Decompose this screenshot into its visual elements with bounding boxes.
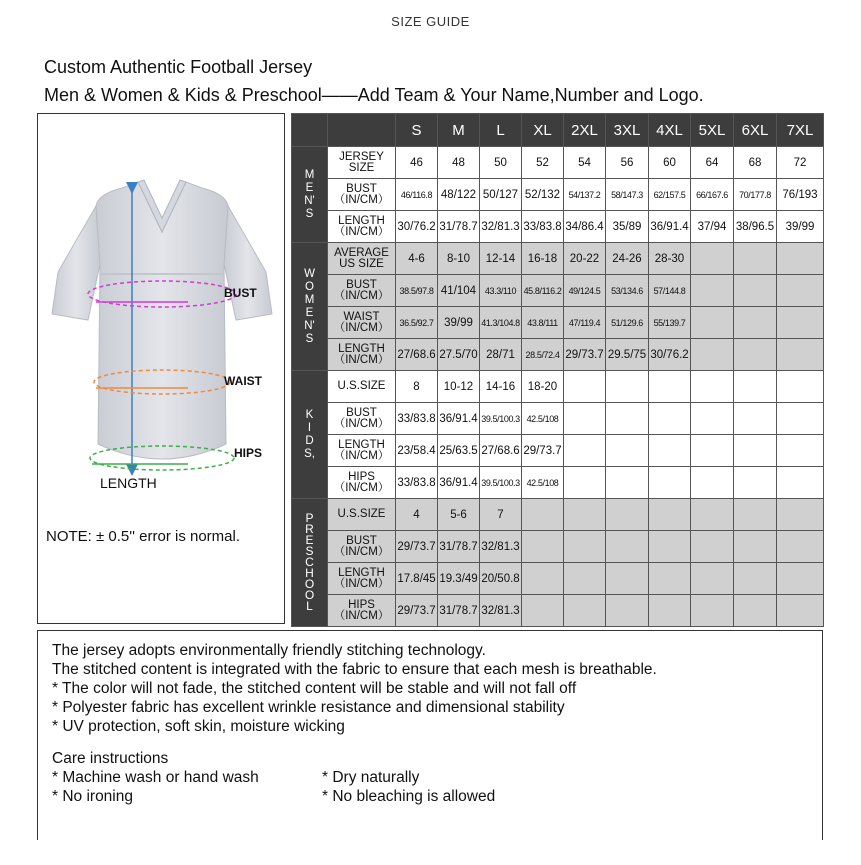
- size-cell: 31/78.7: [438, 595, 480, 627]
- table-row: [292, 339, 824, 371]
- size-cell: 8: [396, 371, 438, 403]
- right-sleeve: [224, 206, 272, 320]
- size-cell: 31/78.7: [438, 531, 480, 563]
- size-cell: [691, 403, 734, 435]
- feature-line: The jersey adopts environmentally friendly stitching technology.: [52, 642, 486, 659]
- size-header-l: L: [480, 114, 522, 147]
- size-cell: [606, 563, 649, 595]
- size-cell: [522, 595, 564, 627]
- size-cell: 27/68.6: [480, 435, 522, 467]
- description-panel: [37, 630, 823, 840]
- size-cell: [522, 563, 564, 595]
- size-cell: 50/127: [480, 179, 522, 211]
- row-label: U.S.SIZE: [328, 499, 396, 531]
- size-chart-table: [291, 113, 824, 627]
- size-cell: 16-18: [522, 243, 564, 275]
- size-cell: 53/134.6: [606, 275, 649, 307]
- features-list: [52, 641, 657, 736]
- size-cell: [564, 403, 606, 435]
- jersey-illustration: [38, 114, 284, 494]
- size-cell: [734, 403, 777, 435]
- feature-line: * Polyester fabric has excellent wrinkle resistance and dimensional stability: [52, 699, 565, 716]
- error-note: NOTE: ± 0.5'' error is normal.: [46, 528, 241, 545]
- size-header-m: M: [438, 114, 480, 147]
- size-cell: [734, 467, 777, 499]
- size-cell: [777, 435, 824, 467]
- feature-line: * The color will not fade, the stitched content will be stable and will not fall off: [52, 680, 577, 697]
- table-row: [292, 147, 824, 179]
- row-label: LENGTH （IN/CM）: [328, 563, 396, 595]
- size-cell: 5-6: [438, 499, 480, 531]
- size-header-xl: XL: [522, 114, 564, 147]
- group-label: P R E S C H O O L: [292, 499, 328, 627]
- size-cell: 36/91.4: [649, 211, 691, 243]
- size-header-4xl: 4XL: [649, 114, 691, 147]
- group-label: M E N' S: [292, 147, 328, 243]
- header-corner: [292, 114, 328, 147]
- size-cell: [777, 563, 824, 595]
- size-cell: 31/78.7: [438, 211, 480, 243]
- size-cell: 29/73.7: [396, 531, 438, 563]
- size-header-3xl: 3XL: [606, 114, 649, 147]
- size-cell: 29/73.7: [396, 595, 438, 627]
- size-cell: [734, 371, 777, 403]
- size-cell: 20/50.8: [480, 563, 522, 595]
- size-cell: [564, 435, 606, 467]
- size-cell: 30/76.2: [649, 339, 691, 371]
- size-cell: [691, 371, 734, 403]
- size-cell: [777, 339, 824, 371]
- care-instructions: [52, 749, 622, 806]
- size-cell: [522, 499, 564, 531]
- size-cell: 18-20: [522, 371, 564, 403]
- size-cell: 55/139.7: [649, 307, 691, 339]
- size-cell: 27/68.6: [396, 339, 438, 371]
- size-cell: [649, 435, 691, 467]
- size-cell: 39/99: [438, 307, 480, 339]
- size-cell: [606, 499, 649, 531]
- size-cell: 25/63.5: [438, 435, 480, 467]
- size-cell: 48/122: [438, 179, 480, 211]
- size-cell: 72: [777, 147, 824, 179]
- size-cell: [734, 531, 777, 563]
- size-cell: [606, 531, 649, 563]
- size-cell: [649, 371, 691, 403]
- left-sleeve: [52, 206, 100, 320]
- size-cell: [606, 595, 649, 627]
- size-cell: [691, 243, 734, 275]
- care-title: Care instructions: [52, 750, 169, 767]
- size-cell: [564, 371, 606, 403]
- size-cell: [564, 531, 606, 563]
- row-label: HIPS （IN/CM）: [328, 467, 396, 499]
- table-row: [292, 435, 824, 467]
- size-cell: [734, 275, 777, 307]
- size-cell: [606, 371, 649, 403]
- size-cell: 36/91.4: [438, 403, 480, 435]
- size-cell: 17.8/45: [396, 563, 438, 595]
- size-cell: [691, 307, 734, 339]
- size-cell: 64: [691, 147, 734, 179]
- size-cell: 28-30: [649, 243, 691, 275]
- size-cell: 45.8/116.2: [522, 275, 564, 307]
- size-cell: 39.5/100.3: [480, 467, 522, 499]
- table-row: [292, 531, 824, 563]
- group-label: K I D S,: [292, 371, 328, 499]
- size-cell: [649, 467, 691, 499]
- row-label: BUST （IN/CM）: [328, 403, 396, 435]
- size-cell: 49/124.5: [564, 275, 606, 307]
- row-label: LENGTH （IN/CM）: [328, 339, 396, 371]
- care-item: * No bleaching is allowed: [322, 788, 496, 805]
- row-label: WAIST （IN/CM）: [328, 307, 396, 339]
- size-cell: [564, 595, 606, 627]
- row-label: U.S.SIZE: [328, 371, 396, 403]
- size-cell: [777, 467, 824, 499]
- table-row: [292, 307, 824, 339]
- size-cell: [564, 467, 606, 499]
- size-cell: [777, 499, 824, 531]
- size-cell: [691, 531, 734, 563]
- size-cell: 56: [606, 147, 649, 179]
- size-cell: 70/177.8: [734, 179, 777, 211]
- size-cell: 41.3/104.8: [480, 307, 522, 339]
- size-cell: [564, 499, 606, 531]
- size-cell: 66/167.6: [691, 179, 734, 211]
- size-header-6xl: 6XL: [734, 114, 777, 147]
- size-cell: 4-6: [396, 243, 438, 275]
- row-label: AVERAGE US SIZE: [328, 243, 396, 275]
- size-cell: [691, 435, 734, 467]
- size-cell: 33/83.8: [396, 403, 438, 435]
- size-cell: 39.5/100.3: [480, 403, 522, 435]
- size-cell: [777, 371, 824, 403]
- size-cell: [777, 307, 824, 339]
- size-cell: 54: [564, 147, 606, 179]
- size-cell: [564, 563, 606, 595]
- size-cell: [777, 403, 824, 435]
- hips-label: HIPS: [234, 446, 263, 460]
- table-row: [292, 243, 824, 275]
- table-row: [292, 179, 824, 211]
- size-cell: [734, 499, 777, 531]
- table-row: [292, 211, 824, 243]
- size-cell: [734, 595, 777, 627]
- size-cell: 48: [438, 147, 480, 179]
- size-cell: 23/58.4: [396, 435, 438, 467]
- size-cell: 32/81.3: [480, 211, 522, 243]
- size-cell: 43.3/110: [480, 275, 522, 307]
- size-cell: 38/96.5: [734, 211, 777, 243]
- size-cell: 39/99: [777, 211, 824, 243]
- size-cell: 52/132: [522, 179, 564, 211]
- feature-line: The stitched content is integrated with the fabric to ensure that each mesh is breathable.: [52, 661, 657, 678]
- size-cell: 19.3/49: [438, 563, 480, 595]
- size-cell: 46: [396, 147, 438, 179]
- size-cell: 62/157.5: [649, 179, 691, 211]
- size-cell: 29/73.7: [522, 435, 564, 467]
- table-row: [292, 275, 824, 307]
- size-cell: 46/116.8: [396, 179, 438, 211]
- row-label: HIPS （IN/CM）: [328, 595, 396, 627]
- size-cell: [777, 595, 824, 627]
- size-cell: [691, 499, 734, 531]
- size-cell: [691, 467, 734, 499]
- size-cell: [734, 339, 777, 371]
- size-cell: 28.5/72.4: [522, 339, 564, 371]
- row-label: JERSEY SIZE: [328, 147, 396, 179]
- size-cell: 7: [480, 499, 522, 531]
- row-label: BUST （IN/CM）: [328, 531, 396, 563]
- size-cell: 68: [734, 147, 777, 179]
- size-cell: 36/91.4: [438, 467, 480, 499]
- size-cell: [606, 435, 649, 467]
- size-cell: 54/137.2: [564, 179, 606, 211]
- size-cell: 29.5/75: [606, 339, 649, 371]
- bust-label: BUST: [224, 286, 257, 300]
- jersey-diagram-panel: [37, 113, 285, 624]
- size-cell: [777, 275, 824, 307]
- size-cell: [649, 403, 691, 435]
- table-row: [292, 467, 824, 499]
- table-row: [292, 499, 824, 531]
- size-cell: [691, 563, 734, 595]
- row-label: LENGTH （IN/CM）: [328, 211, 396, 243]
- size-header-5xl: 5XL: [691, 114, 734, 147]
- size-cell: 42.5/108: [522, 467, 564, 499]
- size-cell: [606, 403, 649, 435]
- row-label: BUST （IN/CM）: [328, 275, 396, 307]
- size-cell: 32/81.3: [480, 531, 522, 563]
- size-cell: 50: [480, 147, 522, 179]
- size-cell: [649, 595, 691, 627]
- table-row: [292, 403, 824, 435]
- size-cell: [649, 563, 691, 595]
- size-cell: 4: [396, 499, 438, 531]
- size-cell: 47/119.4: [564, 307, 606, 339]
- size-cell: 57/144.8: [649, 275, 691, 307]
- feature-line: * UV protection, soft skin, moisture wicking: [52, 718, 345, 735]
- size-cell: 20-22: [564, 243, 606, 275]
- size-cell: 32/81.3: [480, 595, 522, 627]
- title-line-2: Men & Women & Kids & Preschool——Add Team & Your Name,Number and Logo.: [44, 85, 704, 105]
- size-cell: 30/76.2: [396, 211, 438, 243]
- size-cell: 27.5/70: [438, 339, 480, 371]
- group-label: W O M E N' S: [292, 243, 328, 371]
- row-label: LENGTH （IN/CM）: [328, 435, 396, 467]
- size-header-row: [292, 114, 824, 147]
- size-cell: [649, 499, 691, 531]
- size-cell: [734, 435, 777, 467]
- size-cell: [777, 243, 824, 275]
- size-cell: 52: [522, 147, 564, 179]
- size-cell: [734, 307, 777, 339]
- size-cell: 12-14: [480, 243, 522, 275]
- table-row: [292, 595, 824, 627]
- size-cell: 51/129.6: [606, 307, 649, 339]
- size-cell: 76/193: [777, 179, 824, 211]
- size-header-s: S: [396, 114, 438, 147]
- length-label: LENGTH: [100, 475, 157, 491]
- size-cell: [522, 531, 564, 563]
- size-cell: 28/71: [480, 339, 522, 371]
- size-cell: [691, 595, 734, 627]
- table-row: [292, 371, 824, 403]
- row-label: BUST （IN/CM）: [328, 179, 396, 211]
- size-cell: 37/94: [691, 211, 734, 243]
- size-cell: [606, 467, 649, 499]
- table-row: [292, 563, 824, 595]
- care-item: * Dry naturally: [322, 769, 420, 786]
- size-cell: [649, 531, 691, 563]
- size-cell: 43.8/111: [522, 307, 564, 339]
- size-cell: [691, 339, 734, 371]
- size-cell: 10-12: [438, 371, 480, 403]
- size-cell: 8-10: [438, 243, 480, 275]
- size-cell: 38.5/97.8: [396, 275, 438, 307]
- size-cell: [691, 275, 734, 307]
- care-item: * No ironing: [52, 788, 133, 805]
- header-label-corner: [328, 114, 396, 147]
- size-cell: 60: [649, 147, 691, 179]
- size-cell: 35/89: [606, 211, 649, 243]
- size-cell: 36.5/92.7: [396, 307, 438, 339]
- size-cell: 33/83.8: [522, 211, 564, 243]
- size-cell: [734, 243, 777, 275]
- care-item: * Machine wash or hand wash: [52, 769, 259, 786]
- size-cell: 34/86.4: [564, 211, 606, 243]
- size-cell: 41/104: [438, 275, 480, 307]
- size-cell: 14-16: [480, 371, 522, 403]
- title-line-1: Custom Authentic Football Jersey: [44, 57, 313, 77]
- size-cell: 24-26: [606, 243, 649, 275]
- size-cell: [777, 531, 824, 563]
- size-header-2xl: 2XL: [564, 114, 606, 147]
- size-cell: 58/147.3: [606, 179, 649, 211]
- size-cell: 42.5/108: [522, 403, 564, 435]
- waist-label: WAIST: [224, 374, 262, 388]
- size-header-7xl: 7XL: [777, 114, 824, 147]
- size-cell: 33/83.8: [396, 467, 438, 499]
- size-cell: [734, 563, 777, 595]
- page-label: SIZE GUIDE: [391, 14, 470, 29]
- size-cell: 29/73.7: [564, 339, 606, 371]
